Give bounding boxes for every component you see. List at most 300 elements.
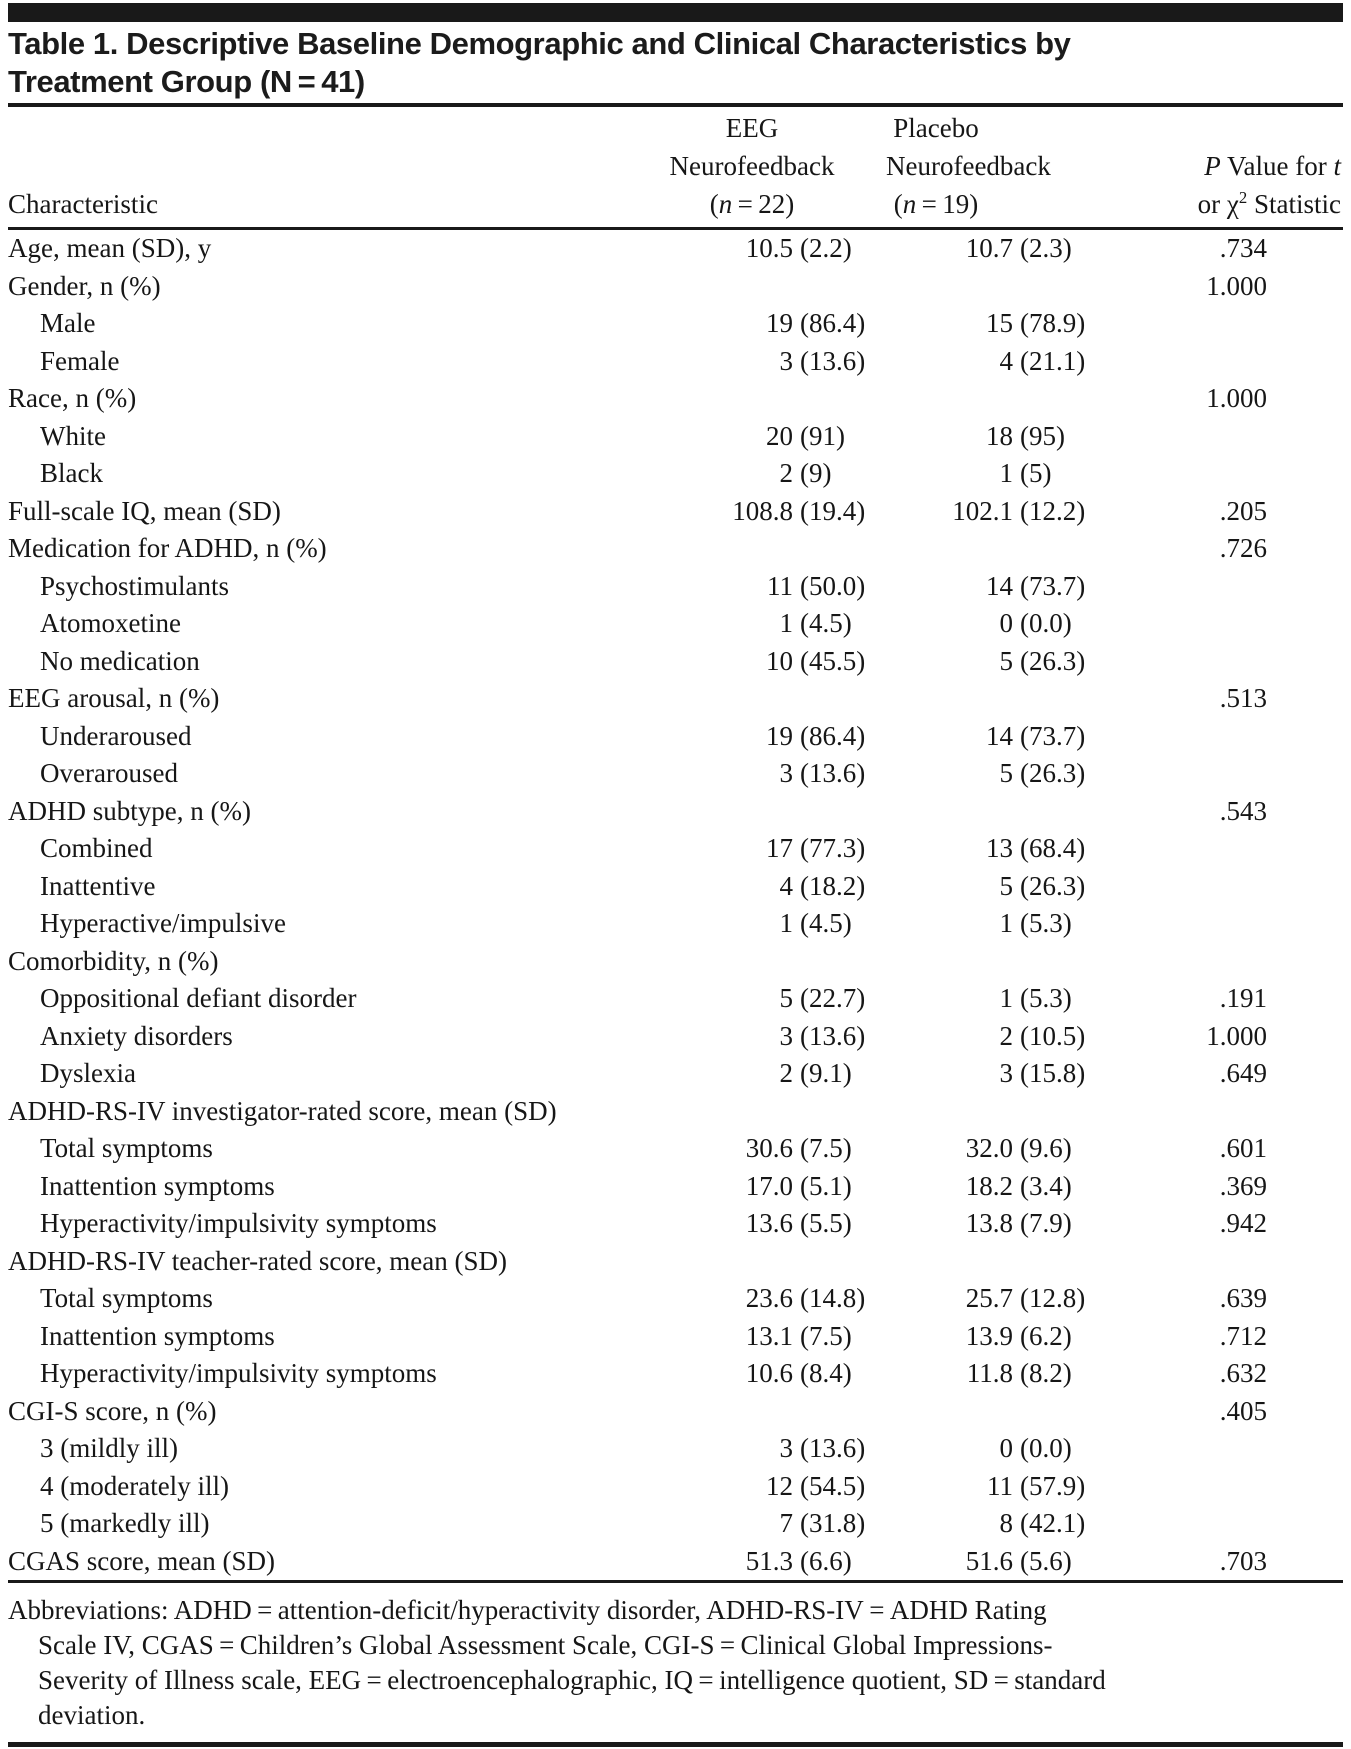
value-count: 12 <box>766 1470 793 1501</box>
value-count: 1 <box>999 908 1013 938</box>
value-count: 2 <box>999 1020 1013 1051</box>
value-paren: (42.1) <box>1020 1508 1086 1538</box>
cell-placebo-value <box>886 793 1106 831</box>
value-paren: (73.7) <box>1020 570 1086 601</box>
row-label: Full-scale IQ, mean (SD) <box>8 495 281 526</box>
value-count: 13.6 <box>745 1208 793 1238</box>
value-paren: (5.3) <box>1020 908 1072 938</box>
value-count: 102.1 <box>952 495 1013 526</box>
cell-eeg-value <box>618 643 886 681</box>
value-paren: (5.1) <box>800 1170 852 1201</box>
row-label: 5 (markedly ill) <box>40 1508 210 1538</box>
value-paren: (18.2) <box>800 870 866 901</box>
cell-placebo-value <box>886 1318 1106 1356</box>
cell-eeg-value <box>618 680 886 718</box>
value-count: 13.9 <box>965 1320 1013 1351</box>
value-paren: (91) <box>800 420 845 451</box>
value-count: 51.6 <box>965 1545 1013 1576</box>
cell-eeg-value <box>618 1355 886 1393</box>
value-paren: (15.8) <box>1020 1058 1086 1088</box>
column-header-eeg-neurofeedback: EEG Neurofeedback (n = 22) <box>618 107 886 229</box>
cell-eeg-value <box>618 1018 886 1056</box>
cell-eeg-value <box>618 1130 886 1168</box>
value-paren: (13.6) <box>800 1020 866 1051</box>
row-label: Medication for ADHD, n (%) <box>8 533 327 563</box>
value-count: 13 <box>986 833 1013 863</box>
row-label: EEG arousal, n (%) <box>8 683 220 713</box>
value-paren: (77.3) <box>800 833 866 863</box>
characteristic-label: Characteristic <box>8 189 158 219</box>
footnote-line: deviation. <box>38 1700 146 1730</box>
value-paren: (12.8) <box>1020 1283 1086 1313</box>
column-header-placebo-neurofeedback: Placebo Neurofeedback (n = 19) <box>886 107 1106 229</box>
value-count: 23.6 <box>745 1283 793 1313</box>
value-paren: (8.4) <box>800 1358 852 1388</box>
cell-p-value: .942 <box>1219 1208 1267 1238</box>
row-label: 4 (moderately ill) <box>40 1470 229 1501</box>
row-label: ADHD-RS-IV investigator-rated score, mean (SD) <box>8 1095 557 1126</box>
cell-p-value: .632 <box>1219 1358 1267 1388</box>
value-count: 5 <box>999 870 1013 901</box>
cell-p-value: .649 <box>1219 1058 1267 1088</box>
table-header <box>8 107 1343 229</box>
value-paren: (9) <box>800 458 832 488</box>
value-paren: (73.7) <box>1020 720 1086 751</box>
cell-placebo-value <box>886 943 1106 981</box>
cell-placebo-value <box>886 1093 1106 1131</box>
row-label: Underaroused <box>40 720 192 751</box>
table-row <box>8 229 1343 268</box>
value-paren: (5.3) <box>1020 983 1072 1013</box>
value-count: 32.0 <box>965 1133 1013 1163</box>
row-label: Hyperactivity/impulsivity symptoms <box>40 1358 437 1388</box>
cell-p-value <box>1106 1243 1343 1281</box>
value-count: 3 <box>779 1020 793 1051</box>
value-count: 13.8 <box>965 1208 1013 1238</box>
cell-placebo-value <box>886 1168 1106 1206</box>
cell-p-value: .703 <box>1219 1545 1267 1576</box>
cell-placebo-value <box>886 530 1106 568</box>
row-label: CGAS score, mean (SD) <box>8 1545 275 1576</box>
cell-p-value: .639 <box>1219 1283 1267 1313</box>
row-label: No medication <box>40 645 200 676</box>
value-count: 14 <box>986 570 1013 601</box>
cell-p-value: 1.000 <box>1206 270 1267 301</box>
row-label: Psychostimulants <box>40 570 230 601</box>
value-paren: (7.5) <box>800 1320 852 1351</box>
table-row <box>8 605 1343 643</box>
cell-placebo-value <box>886 718 1106 756</box>
value-paren: (6.6) <box>800 1545 852 1576</box>
table-row <box>8 793 1343 831</box>
cell-p-value <box>1106 868 1343 906</box>
row-label: Gender, n (%) <box>8 270 161 301</box>
value-count: 10.5 <box>745 233 793 263</box>
cell-p-value <box>1106 568 1343 606</box>
value-count: 5 <box>999 758 1013 788</box>
value-paren: (14.8) <box>800 1283 866 1313</box>
table-row <box>8 980 1343 1018</box>
table-row <box>8 1505 1343 1543</box>
row-label: Total symptoms <box>40 1283 213 1313</box>
value-paren: (9.6) <box>1020 1133 1072 1163</box>
row-label: Comorbidity, n (%) <box>8 945 219 976</box>
column-header-characteristic <box>8 107 618 229</box>
cell-placebo-value <box>886 1393 1106 1431</box>
table-row <box>8 643 1343 681</box>
cell-p-value <box>1106 1430 1343 1468</box>
value-paren: (19.4) <box>800 495 866 526</box>
value-count: 4 <box>999 345 1013 376</box>
value-paren: (5.5) <box>800 1208 852 1238</box>
value-paren: (50.0) <box>800 570 866 601</box>
cell-eeg-value <box>618 455 886 493</box>
value-paren: (8.2) <box>1020 1358 1072 1388</box>
table-row <box>8 1168 1343 1206</box>
cell-eeg-value <box>618 755 886 793</box>
cell-p-value <box>1106 643 1343 681</box>
cell-eeg-value <box>618 1055 886 1093</box>
cell-placebo-value <box>886 1018 1106 1056</box>
cell-eeg-value <box>618 1505 886 1543</box>
value-count: 17 <box>766 833 793 863</box>
table-title-line2: Treatment Group (N = 41) <box>8 64 365 99</box>
table-row <box>8 1093 1343 1131</box>
cell-p-value: .405 <box>1219 1395 1267 1426</box>
cell-eeg-value <box>618 380 886 418</box>
cell-p-value: .513 <box>1219 683 1267 713</box>
cell-placebo-value <box>886 680 1106 718</box>
row-label: Anxiety disorders <box>40 1020 233 1051</box>
value-count: 30.6 <box>745 1133 793 1163</box>
characteristics-table <box>8 107 1343 1583</box>
row-label: CGI-S score, n (%) <box>8 1395 217 1426</box>
table-row <box>8 1430 1343 1468</box>
cell-placebo-value <box>886 229 1106 268</box>
table-row <box>8 1243 1343 1281</box>
value-paren: (21.1) <box>1020 345 1086 376</box>
value-paren: (78.9) <box>1020 308 1086 338</box>
cell-p-value: .601 <box>1219 1133 1267 1163</box>
table-row <box>8 830 1343 868</box>
cell-placebo-value <box>886 455 1106 493</box>
cell-p-value <box>1106 755 1343 793</box>
table-row <box>8 1018 1343 1056</box>
row-label: 3 (mildly ill) <box>40 1433 178 1463</box>
cell-eeg-value <box>618 268 886 306</box>
row-label: White <box>40 420 106 451</box>
cell-p-value: 1.000 <box>1206 383 1267 413</box>
cell-p-value: .712 <box>1219 1320 1267 1351</box>
value-count: 5 <box>999 645 1013 676</box>
cell-eeg-value <box>618 1280 886 1318</box>
cell-eeg-value <box>618 605 886 643</box>
value-paren: (7.5) <box>800 1133 852 1163</box>
cell-placebo-value <box>886 418 1106 456</box>
value-paren: (3.4) <box>1020 1170 1072 1201</box>
value-count: 51.3 <box>745 1545 793 1576</box>
table-row <box>8 1318 1343 1356</box>
cell-p-value <box>1106 943 1343 981</box>
row-label: ADHD subtype, n (%) <box>8 795 251 826</box>
cell-p-value <box>1106 1468 1343 1506</box>
cell-p-value: .369 <box>1219 1170 1267 1201</box>
cell-placebo-value <box>886 268 1106 306</box>
cell-placebo-value <box>886 1055 1106 1093</box>
abbreviations-footnote <box>8 1593 1343 1733</box>
row-label: Inattention symptoms <box>40 1320 275 1351</box>
cell-placebo-value <box>886 868 1106 906</box>
chi-squared-superscript: 2 <box>1238 188 1248 207</box>
cell-placebo-value <box>886 1430 1106 1468</box>
value-paren: (13.6) <box>800 345 866 376</box>
table-row <box>8 905 1343 943</box>
bottom-rule <box>8 1742 1343 1747</box>
row-label: Hyperactive/impulsive <box>40 908 286 938</box>
value-paren: (10.5) <box>1020 1020 1086 1051</box>
value-paren: (0.0) <box>1020 1433 1072 1463</box>
footnote-line: Abbreviations: ADHD = attention-deficit/hyperactivity disorder, ADHD-RS-IV = ADHD Rating <box>8 1595 1047 1625</box>
row-label: Dyslexia <box>40 1058 136 1088</box>
cell-placebo-value <box>886 568 1106 606</box>
cell-placebo-value <box>886 1355 1106 1393</box>
cell-eeg-value <box>618 1205 886 1243</box>
value-count: 1 <box>779 608 793 638</box>
value-paren: (45.5) <box>800 645 866 676</box>
value-paren: (4.5) <box>800 608 852 638</box>
cell-placebo-value <box>886 1280 1106 1318</box>
cell-p-value: 1.000 <box>1206 1020 1267 1051</box>
table-row <box>8 568 1343 606</box>
cell-p-value <box>1106 418 1343 456</box>
p-italic: P <box>1204 151 1221 181</box>
value-paren: (5.6) <box>1020 1545 1072 1576</box>
table-title-line1: Table 1. Descriptive Baseline Demographic and Clinical Characteristics by <box>8 26 1071 61</box>
cell-eeg-value <box>618 980 886 1018</box>
value-paren: (95) <box>1020 420 1065 451</box>
table-row <box>8 455 1343 493</box>
cell-placebo-value <box>886 605 1106 643</box>
table-row <box>8 1055 1343 1093</box>
value-paren: (0.0) <box>1020 608 1072 638</box>
cell-p-value: .191 <box>1219 983 1267 1013</box>
value-paren: (13.6) <box>800 758 866 788</box>
row-label: Race, n (%) <box>8 383 137 413</box>
cell-p-value <box>1106 455 1343 493</box>
cell-placebo-value <box>886 905 1106 943</box>
cell-p-value: .205 <box>1219 495 1267 526</box>
row-label: Combined <box>40 833 153 863</box>
cell-p-value <box>1106 605 1343 643</box>
cell-placebo-value <box>886 380 1106 418</box>
table-row <box>8 530 1343 568</box>
value-count: 5 <box>779 983 793 1013</box>
value-count: 10.6 <box>745 1358 793 1388</box>
n-italic: n <box>902 189 917 219</box>
header-row <box>8 107 1343 229</box>
value-paren: (26.3) <box>1020 870 1086 901</box>
cell-eeg-value <box>618 830 886 868</box>
cell-eeg-value <box>618 229 886 268</box>
footnote-line: Severity of Illness scale, EEG = electroencephalographic, IQ = intelligence quotient, SD = standard <box>38 1665 1106 1695</box>
cell-eeg-value <box>618 905 886 943</box>
cell-placebo-value <box>886 1468 1106 1506</box>
value-count: 19 <box>766 308 793 338</box>
row-label: Female <box>40 345 120 376</box>
value-paren: (86.4) <box>800 720 866 751</box>
table-row <box>8 343 1343 381</box>
value-paren: (31.8) <box>800 1508 866 1538</box>
cell-p-value <box>1106 305 1343 343</box>
cell-p-value <box>1106 905 1343 943</box>
cell-eeg-value <box>618 718 886 756</box>
value-count: 1 <box>999 983 1013 1013</box>
value-count: 10 <box>766 645 793 676</box>
table-row <box>8 680 1343 718</box>
value-count: 7 <box>779 1508 793 1538</box>
cell-eeg-value <box>618 1543 886 1582</box>
t-italic: t <box>1333 151 1341 181</box>
n-italic: n <box>718 189 733 219</box>
value-count: 14 <box>986 720 1013 751</box>
cell-eeg-value <box>618 568 886 606</box>
value-paren: (9.1) <box>800 1058 852 1088</box>
value-count: 10.7 <box>965 233 1013 263</box>
value-count: 15 <box>986 308 1013 338</box>
value-paren: (2.2) <box>800 233 852 263</box>
cell-placebo-value <box>886 1505 1106 1543</box>
value-paren: (7.9) <box>1020 1208 1072 1238</box>
value-count: 108.8 <box>732 495 793 526</box>
table-row <box>8 418 1343 456</box>
row-label: Oppositional defiant disorder <box>40 983 357 1013</box>
table-row <box>8 868 1343 906</box>
cell-placebo-value <box>886 305 1106 343</box>
value-count: 8 <box>999 1508 1013 1538</box>
value-count: 17.0 <box>745 1170 793 1201</box>
table-row <box>8 1355 1343 1393</box>
cell-eeg-value <box>618 1318 886 1356</box>
value-count: 3 <box>779 345 793 376</box>
value-count: 18.2 <box>965 1170 1013 1201</box>
top-rule <box>8 3 1343 22</box>
table-row <box>8 380 1343 418</box>
row-label: ADHD-RS-IV teacher-rated score, mean (SD) <box>8 1245 508 1276</box>
value-paren: (2.3) <box>1020 233 1072 263</box>
value-paren: (54.5) <box>800 1470 866 1501</box>
table-body <box>8 229 1343 1582</box>
cell-placebo-value <box>886 493 1106 531</box>
cell-placebo-value <box>886 343 1106 381</box>
cell-placebo-value <box>886 643 1106 681</box>
cell-p-value: .734 <box>1219 233 1267 263</box>
value-count: 2 <box>779 1058 793 1088</box>
value-paren: (68.4) <box>1020 833 1086 863</box>
row-label: Atomoxetine <box>40 608 181 638</box>
table-row <box>8 1280 1343 1318</box>
cell-p-value <box>1106 1505 1343 1543</box>
value-paren: (12.2) <box>1020 495 1086 526</box>
cell-p-value: .543 <box>1219 795 1267 826</box>
row-label: Hyperactivity/impulsivity symptoms <box>40 1208 437 1238</box>
value-count: 3 <box>999 1058 1013 1088</box>
cell-eeg-value <box>618 343 886 381</box>
value-paren: (26.3) <box>1020 645 1086 676</box>
row-label: Inattentive <box>40 870 156 901</box>
cell-eeg-value <box>618 1393 886 1431</box>
cell-eeg-value <box>618 1093 886 1131</box>
cell-placebo-value <box>886 1543 1106 1582</box>
cell-eeg-value <box>618 1168 886 1206</box>
table-1-panel <box>0 3 1351 1749</box>
table-row <box>8 1393 1343 1431</box>
table-row <box>8 718 1343 756</box>
table-row <box>8 305 1343 343</box>
row-label: Overaroused <box>40 758 178 788</box>
value-paren: (4.5) <box>800 908 852 938</box>
table-row <box>8 943 1343 981</box>
value-count: 20 <box>766 420 793 451</box>
value-count: 25.7 <box>965 1283 1013 1313</box>
table-row <box>8 493 1343 531</box>
cell-placebo-value <box>886 755 1106 793</box>
value-count: 0 <box>999 608 1013 638</box>
table-title <box>8 25 1341 101</box>
value-count: 11.8 <box>966 1358 1013 1388</box>
footnote-line: Scale IV, CGAS = Children’s Global Assessment Scale, CGI-S = Clinical Global Impressions- <box>38 1630 1053 1660</box>
cell-eeg-value <box>618 418 886 456</box>
cell-placebo-value <box>886 1130 1106 1168</box>
cell-eeg-value <box>618 305 886 343</box>
cell-placebo-value <box>886 1205 1106 1243</box>
value-count: 19 <box>766 720 793 751</box>
value-count: 0 <box>999 1433 1013 1463</box>
column-header-p-value: P Value for t or $\chi^2$ Statistic <box>1106 107 1343 229</box>
value-paren: (86.4) <box>800 308 866 338</box>
row-label: Black <box>40 458 103 488</box>
value-count: 13.1 <box>745 1320 793 1351</box>
cell-eeg-value <box>618 1243 886 1281</box>
cell-eeg-value <box>618 793 886 831</box>
row-label: Male <box>40 308 96 338</box>
value-paren: (13.6) <box>800 1433 866 1463</box>
value-count: 4 <box>779 870 793 901</box>
value-paren: (26.3) <box>1020 758 1086 788</box>
table-row <box>8 1468 1343 1506</box>
cell-p-value: .726 <box>1219 533 1267 563</box>
cell-eeg-value <box>618 493 886 531</box>
value-count: 3 <box>779 758 793 788</box>
table-row <box>8 1205 1343 1243</box>
cell-eeg-value <box>618 868 886 906</box>
cell-placebo-value <box>886 830 1106 868</box>
row-label: Age, mean (SD), y <box>8 233 212 263</box>
value-paren: (5) <box>1020 458 1052 488</box>
value-paren: (6.2) <box>1020 1320 1072 1351</box>
value-paren: (22.7) <box>800 983 866 1013</box>
value-count: 11 <box>987 1470 1013 1501</box>
value-count: 3 <box>779 1433 793 1463</box>
cell-placebo-value <box>886 1243 1106 1281</box>
cell-p-value <box>1106 343 1343 381</box>
value-count: 11 <box>767 570 793 601</box>
cell-eeg-value <box>618 943 886 981</box>
table-row <box>8 268 1343 306</box>
cell-p-value <box>1106 830 1343 868</box>
cell-eeg-value <box>618 1430 886 1468</box>
row-label: Inattention symptoms <box>40 1170 275 1201</box>
value-count: 1 <box>779 908 793 938</box>
